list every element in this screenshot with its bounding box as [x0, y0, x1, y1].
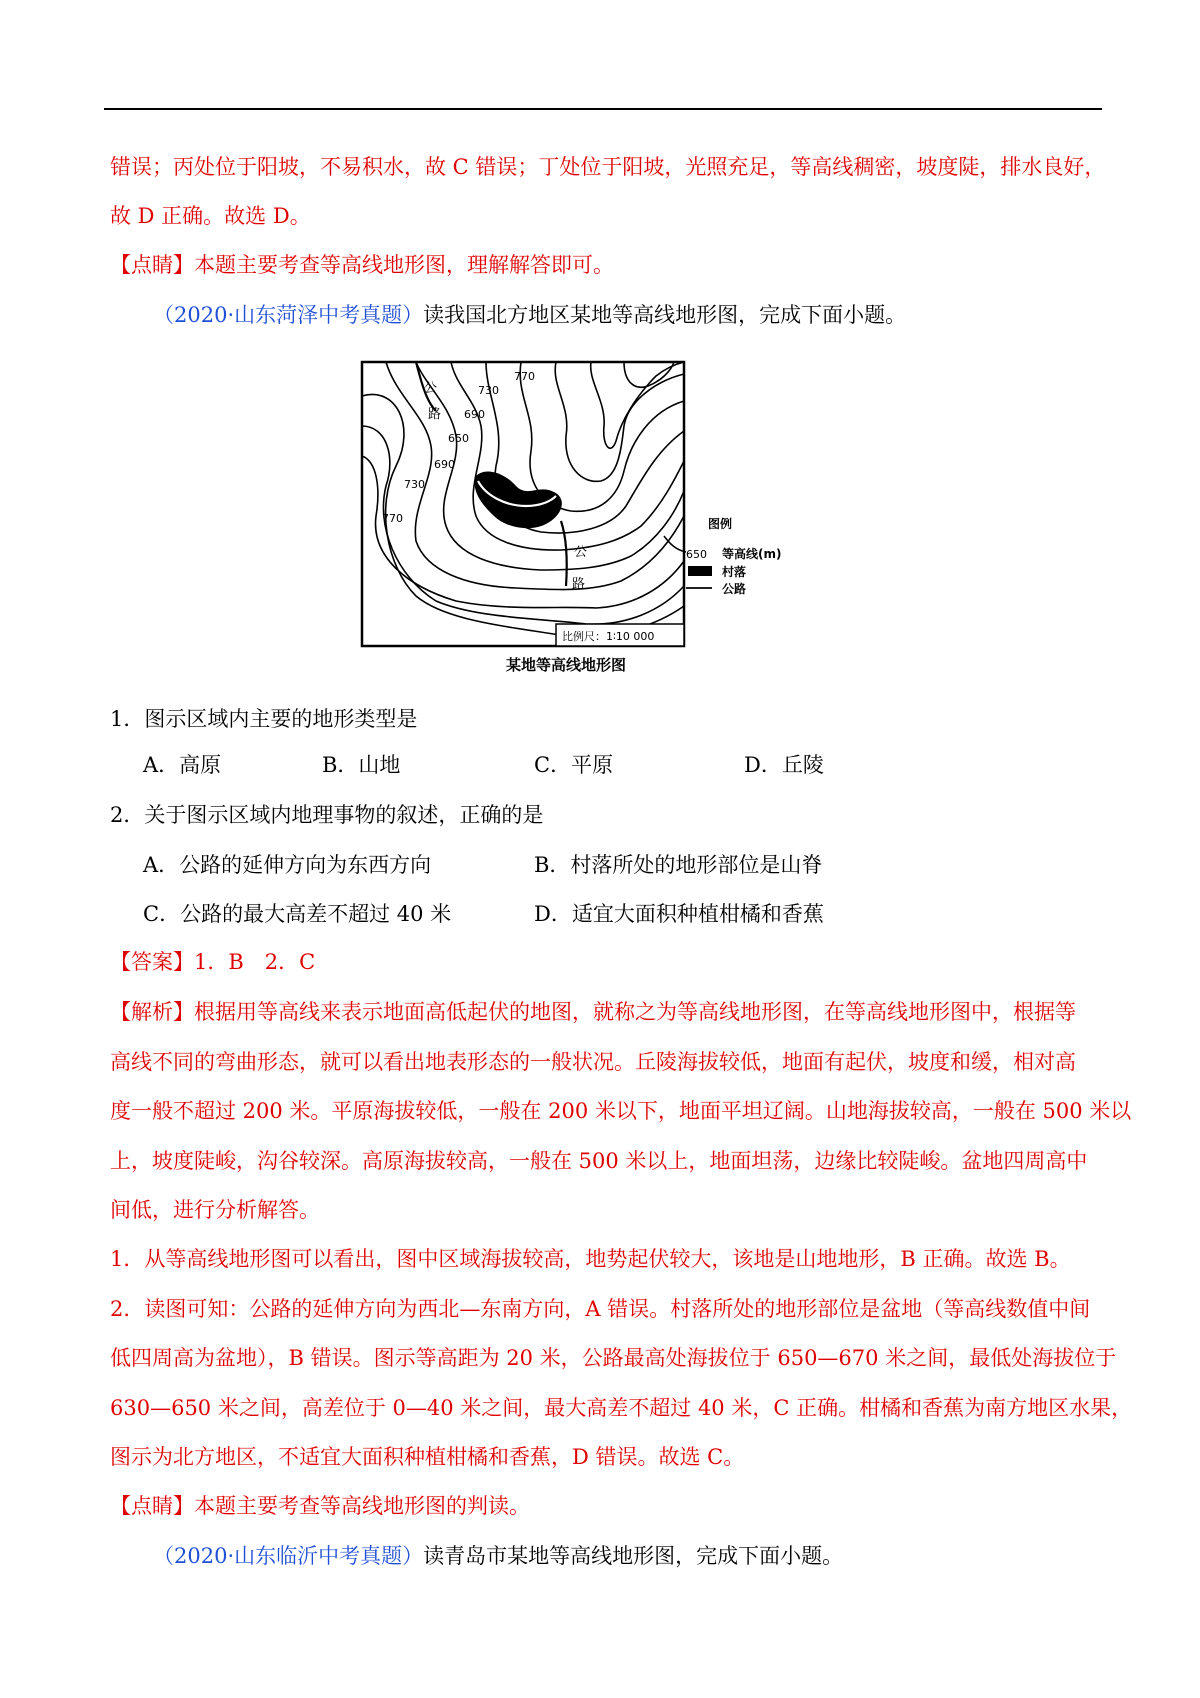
- legend-village-icon: [688, 566, 712, 576]
- answer-line: [110, 947, 315, 977]
- option-a: A．公路的延伸方向为东西方向: [143, 853, 432, 877]
- option-b: B．村落所处的地形部位是山脊: [534, 853, 823, 877]
- analysis-line: 高线不同的弯曲形态，就可以看出地表形态的一般状况。丘陵海拔较低，地面有起伏，坡度和缓，相对高: [110, 1050, 1076, 1074]
- intro-text: 读我国北方地区某地等高线地形图，完成下面小题。: [423, 303, 907, 327]
- analysis-answer-2: 630—650 米之间，高差位于 0—40 米之间，最大高差不超过 40 米，C 正确。柑橘和香蕉为南方地区水果，: [110, 1396, 1133, 1420]
- contour-label: 690: [464, 408, 485, 421]
- road-label-char: 公: [574, 545, 588, 560]
- source-tag: （2020·山东菏泽中考真题）: [153, 303, 424, 327]
- analysis-line: 间低，进行分析解答。: [110, 1198, 320, 1222]
- explanation-line: 故 D 正确。故选 D。: [110, 204, 311, 228]
- dianjing-paragraph: [110, 1491, 530, 1521]
- road-label-char: 路: [428, 407, 442, 422]
- option-d: D．丘陵: [744, 753, 824, 777]
- dianjing-tag: 【点睛】: [110, 1494, 194, 1518]
- dianjing-paragraph: [110, 250, 614, 280]
- road-label-char: 路: [572, 577, 586, 592]
- dianjing-tag: 【点睛】: [110, 253, 194, 277]
- analysis-answer-2: 2．读图可知：公路的延伸方向为西北—东南方向，A 错误。村落所处的地形部位是盆地（等高线数值中间: [110, 1297, 1091, 1321]
- question-set-intro: [153, 1541, 843, 1571]
- contour-label: 690: [434, 458, 455, 471]
- analysis-answer-1: 1．从等高线地形图可以看出，图中区域海拔较高，地势起伏较大，该地是山地地形，B 正确。故选 B。: [110, 1247, 1071, 1271]
- explanation-line: 错误；丙处位于阳坡，不易积水，故 C 错误；丁处位于阳坡，光照充足，等高线稠密，坡度陡，排水良好，: [110, 155, 1106, 179]
- answer-text: 1．B 2．C: [194, 950, 316, 974]
- analysis-text: 根据用等高线来表示地面高低起伏的地图，就称之为等高线地形图，在等高线地形图中，根据等: [194, 1000, 1076, 1024]
- option-d: D．适宜大面积种植柑橘和香蕉: [534, 902, 824, 926]
- dianjing-text: 本题主要考查等高线地形图的判读。: [194, 1494, 530, 1518]
- village-area: [475, 471, 562, 528]
- option-c: C．平原: [534, 753, 614, 777]
- header-rule: [104, 108, 1102, 110]
- contour-label: 770: [382, 512, 403, 525]
- dianjing-text: 本题主要考查等高线地形图，理解解答即可。: [194, 253, 614, 277]
- contour-label: 650: [448, 432, 469, 445]
- option-b: B．山地: [322, 753, 401, 777]
- question-stem: 2．关于图示区域内地理事物的叙述，正确的是: [110, 803, 544, 827]
- scale-text: 比例尺：1∶10 000: [562, 630, 655, 643]
- legend-contour-value: 650: [686, 548, 707, 561]
- analysis-line: [110, 997, 1076, 1027]
- analysis-line: 度一般不超过 200 米。平原海拔较低，一般在 200 米以下，地面平坦辽阔。山地海拔较高，一般在 500 米以: [110, 1099, 1132, 1123]
- legend-village-label: 村落: [722, 565, 747, 579]
- road-label-char: 公: [424, 381, 438, 396]
- source-tag: （2020·山东临沂中考真题）: [153, 1544, 424, 1568]
- analysis-answer-2: 低四周高为盆地），B 错误。图示等高距为 20 米，公路最高处海拔位于 650—670 米之间，最低处海拔位于: [110, 1346, 1117, 1370]
- contour-label: 730: [478, 384, 499, 397]
- contour-map-figure: [356, 356, 846, 684]
- question-set-intro: [153, 300, 906, 330]
- analysis-line: 上，坡度陡峻，沟谷较深。高原海拔较高，一般在 500 米以上，地面坦荡，边缘比较陡峻。盆地四周高中: [110, 1149, 1088, 1173]
- answer-tag: 【答案】: [110, 950, 194, 974]
- analysis-tag: 【解析】: [110, 1000, 194, 1024]
- option-a: A．高原: [143, 753, 222, 777]
- figure-caption: 某地等高线地形图: [506, 656, 627, 674]
- legend-contour-icon: [664, 536, 686, 552]
- intro-text: 读青岛市某地等高线地形图，完成下面小题。: [423, 1544, 844, 1568]
- question-stem: 1．图示区域内主要的地形类型是: [110, 707, 418, 731]
- contour-label: 770: [514, 370, 535, 383]
- legend-title: 图例: [708, 517, 733, 531]
- contour-label: 730: [404, 478, 425, 491]
- option-c: C．公路的最大高差不超过 40 米: [143, 902, 452, 926]
- legend-contour-label: 等高线(m): [722, 547, 782, 561]
- analysis-answer-2: 图示为北方地区，不适宜大面积种植柑橘和香蕉，D 错误。故选 C。: [110, 1445, 745, 1469]
- legend-road-label: 公路: [722, 582, 747, 596]
